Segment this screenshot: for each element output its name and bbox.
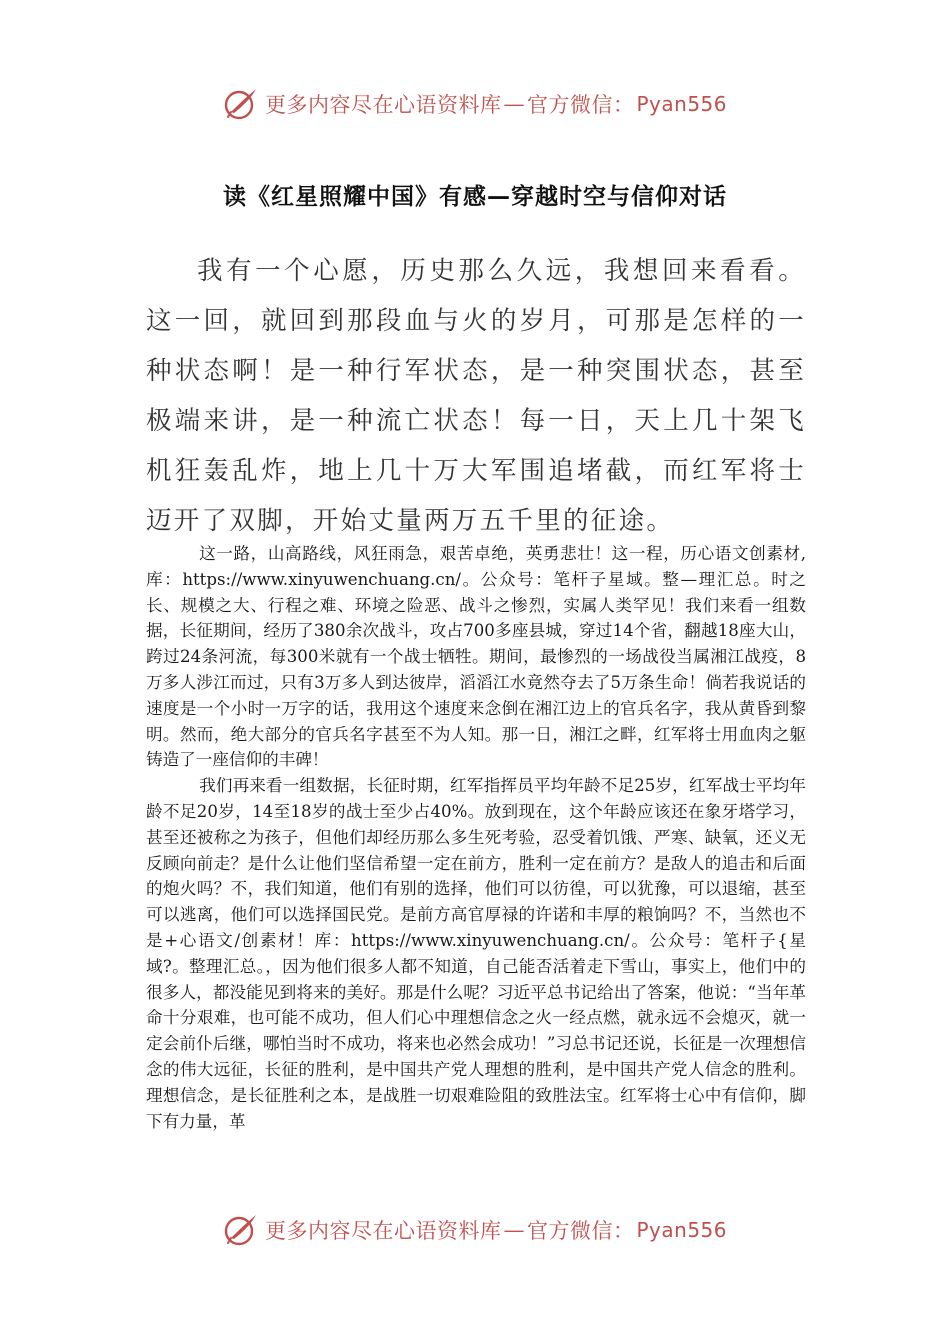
- watermark-site-name: 更多内容尽在心语资料库: [264, 93, 502, 117]
- watermark-wechat-label: 官方微信：: [526, 93, 635, 117]
- watermark-wechat-label: 官方微信：: [526, 1219, 635, 1243]
- intro-paragraph: 我有一个心愿，历史那么久远，我想回来看看。这一回，就回到那段血与火的岁月，可那是怎样的一种状态啊！是一种行军状态，是一种突围状态，甚至极端来讲，是一种流亡状态！每一日，天上几十架飞机狂轰乱炸，地上几十万大军围追堵截，而红军将士迈开了双脚，开始丈量两万五千里的征途。: [146, 256, 806, 536]
- body-paragraph: 这一路，山高路线，风狂雨急，艰苦卓绝，英勇悲壮！这一程，历心语文创素材,库：https://www.xinyuwenchuang.cn/。公众号：笔杆子星域。整—理汇总。时之长、规模之大、行程之难、环境之险恶、战斗之惨烈，实属人类罕见！我们来看一组数据，长征期间，经历了380余次战斗，攻占700多座县城，穿过14个省，翻越18座大山，跨过24条河流，每300米就有一个战士牺牲。期间，最惨烈的一场战役当属湘江战疫，8万多人涉江而过，只有3万多人到达彼岸，滔滔江水竟然夺去了5万条生命！倘若我说话的速度是一个小时一万字的话，我用这个速度来念倒在湘江边上的官兵名字，我从黄昏到黎明。然而，绝大部分的官兵名字甚至不为人知。那一日，湘江之畔，红军将士用血肉之躯铸造了一座信仰的丰碑！: [146, 544, 806, 770]
- watermark-dash: —: [503, 1218, 525, 1242]
- document-body: [146, 541, 806, 1134]
- watermark-wechat-id: Pyan556: [636, 92, 727, 116]
- footer-watermark: [0, 1210, 950, 1250]
- watermark-wechat-id: Pyan556: [636, 1218, 727, 1242]
- document-title: 读《红星照耀中国》有感—穿越时空与信仰对话: [223, 184, 727, 210]
- body-paragraph: 我们再来看一组数据，长征时期，红军指挥员平均年龄不足25岁，红军战士平均年龄不足20岁，14至18岁的战士至少占40%。放到现在，这个年龄应该还在象牙塔学习，甚至还被称之为孩子，但他们却经历那么多生死考验，忍受着饥饿、严寒、缺氧，还义无反顾向前走？是什么让他们坚信希望一定在前方，胜利一定在前方？是敌人的追击和后面的炮火吗？不，我们知道，他们有别的选择，他们可以彷徨，可以犹豫，可以退缩，甚至可以逃离，他们可以选择国民党。是前方高官厚禄的许诺和丰厚的粮饷吗？不，当然也不是+心语文/创素材！库：https://www.xinyuwenchuang.cn/。公众号：笔杆子{星域?。整理汇总。，因为他们很多人都不知道，自己能否活着走下雪山，事实上，他们中的很多人，都没能见到将来的美好。那是什么呢？习近平总书记给出了答案，他说：“当年革命十分艰难，也可能不成功，但人们心中理想信念之火一经点燃，就永远不会熄灭，就一定会前仆后继，哪怕当时不成功，将来也必然会成功！”习总书记还说，长征是一次理想信念的伟大远征，长征的胜利，是中国共产党人理想的胜利，是中国共产党人信念的胜利。理想信念，是长征胜利之本，是战胜一切艰难险阻的致胜法宝。红军将士心中有信仰，脚下有力量，革: [146, 776, 806, 1131]
- watermark-dash: —: [503, 92, 525, 116]
- quill-pen-logo-icon: [223, 1212, 259, 1248]
- header-watermark: [0, 84, 950, 124]
- quill-pen-logo-icon: [223, 86, 259, 122]
- watermark-site-name: 更多内容尽在心语资料库: [264, 1219, 502, 1243]
